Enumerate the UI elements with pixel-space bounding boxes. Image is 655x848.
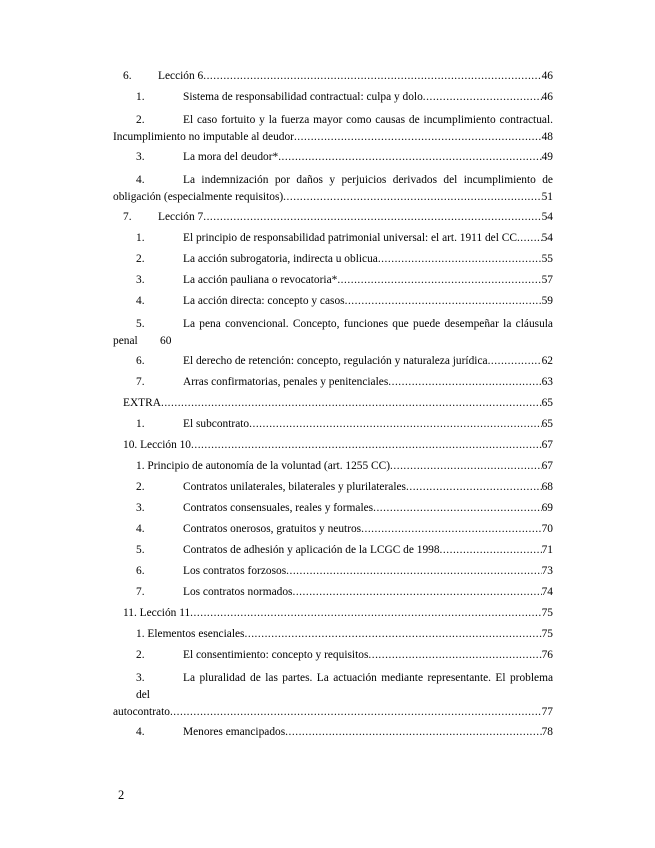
dot-leader (423, 91, 542, 103)
toc-entry-title: Menores emancipados (183, 726, 286, 738)
toc-entry-title-continued: Incumplimiento no imputable al deudor (113, 131, 294, 143)
toc-entry (113, 376, 553, 397)
toc-entry-title: Los contratos normados (183, 586, 293, 598)
toc-entry-title-continued: penal (113, 335, 138, 347)
dot-leader (249, 418, 541, 430)
toc-entry-page: 54 (541, 211, 553, 223)
toc-entry-first-line (113, 112, 553, 129)
dot-leader (283, 189, 541, 206)
dot-leader (373, 502, 542, 514)
dot-leader (170, 704, 542, 721)
dot-leader (440, 544, 542, 556)
toc-entry-title: La pluralidad de las partes. La actuación mediante representante. El problema del (136, 672, 553, 701)
toc-entry-title: Contratos onerosos, gratuitos y neutros (183, 523, 362, 535)
toc-entry-page: 62 (541, 355, 553, 367)
dot-leader (294, 129, 542, 146)
toc-entry-title: La acción pauliana o revocatoria* (183, 274, 338, 286)
toc-entry (113, 726, 553, 747)
dot-leader (345, 295, 542, 307)
toc-entry-page: 46 (541, 70, 553, 82)
toc-entry (113, 91, 553, 112)
toc-entry-page: 77 (541, 706, 553, 718)
toc-entry-title: 1. Elementos esenciales (136, 628, 245, 640)
toc-entry-title: 11. Lección 11 (123, 607, 191, 619)
dot-leader (368, 649, 541, 661)
toc-entry-title: El consentimiento: concepto y requisitos (183, 649, 369, 661)
toc-entry-page: 65 (541, 397, 553, 409)
toc-entry-number: 7. (123, 211, 132, 223)
toc-entry-number: 7. (136, 376, 145, 388)
dot-leader (361, 523, 541, 535)
toc-entry (113, 544, 553, 565)
dot-leader (390, 460, 542, 472)
toc-entry-title: Contratos de adhesión y aplicación de la LCGC de 1998 (183, 544, 440, 556)
toc-entry-title: Contratos unilaterales, bilaterales y plurilaterales (183, 481, 406, 493)
toc-entry-title: El caso fortuito y la fuerza mayor como causas de incumplimiento contractual. (183, 114, 553, 126)
toc-entry-number: 4. (136, 726, 145, 738)
toc-entry-page: 67 (541, 439, 553, 451)
toc-entry-title: La mora del deudor* (183, 151, 279, 163)
toc-entry-title: El subcontrato (183, 418, 250, 430)
toc-entry-title: El derecho de retención: concepto, regulación y naturaleza jurídica (183, 355, 488, 367)
toc-entry (113, 460, 553, 481)
toc-entry-title: Sistema de responsabilidad contractual: culpa y dolo (183, 91, 423, 103)
toc-entry-page: 60 (160, 335, 172, 347)
toc-entry-number: 3. (136, 672, 145, 684)
toc-entry (113, 607, 553, 628)
dot-leader (285, 726, 541, 738)
toc-entry-page: 73 (541, 565, 553, 577)
toc-entry-second-line (113, 704, 553, 721)
toc-entry-first-line (113, 316, 553, 333)
toc-entry (113, 355, 553, 376)
toc-entry-page: 49 (541, 151, 553, 163)
dot-leader (190, 607, 541, 619)
toc-entry-number: 5. (136, 544, 145, 556)
dot-leader (337, 274, 541, 286)
toc-entry-number: 3. (136, 502, 145, 514)
toc-entry-page: 55 (541, 253, 553, 265)
toc-entry-page: 63 (541, 376, 553, 388)
toc-entry (113, 151, 553, 172)
toc-entry-number: 2. (136, 481, 145, 493)
dot-leader (406, 481, 542, 493)
toc-entry-title: 1. Principio de autonomía de la voluntad (art. 1255 CC) (136, 460, 391, 472)
dot-leader (278, 151, 541, 163)
toc-entry-page: 75 (541, 628, 553, 640)
toc-entry-second-line (113, 333, 553, 350)
toc-entry (113, 586, 553, 607)
toc-entry (113, 439, 553, 460)
toc-entry-second-line (113, 189, 553, 206)
toc-entry-number: 3. (136, 274, 145, 286)
toc-entry-page: 75 (541, 607, 553, 619)
toc-entry-title: La acción subrogatoria, indirecta u oblicua (183, 253, 378, 265)
toc-entry-number: 6. (136, 565, 145, 577)
toc-entry-page: 59 (541, 295, 553, 307)
toc-entry-page: 57 (541, 274, 553, 286)
toc-entry (113, 649, 553, 670)
toc-entry-page: 46 (541, 91, 553, 103)
toc-entry-page: 67 (541, 460, 553, 472)
toc-entry (113, 70, 553, 91)
toc-entry-first-line (113, 670, 553, 704)
toc-entry-page: 68 (541, 481, 553, 493)
toc-entry-title: Contratos consensuales, reales y formales (183, 502, 374, 514)
toc-entry-number: 6. (136, 355, 145, 367)
toc-entry-page: 69 (541, 502, 553, 514)
toc-entry (113, 211, 553, 232)
toc-entry-page: 78 (541, 726, 553, 738)
dot-leader (161, 397, 542, 409)
dot-leader (203, 70, 541, 82)
toc-entry (113, 397, 553, 418)
toc-entry (113, 481, 553, 502)
toc-entry (113, 628, 553, 649)
toc-entry-number: 2. (136, 253, 145, 265)
toc-entry-title: La indemnización por daños y perjuicios derivados del incumplimiento de (183, 174, 553, 186)
toc-entry-title: Lección 7 (158, 211, 204, 223)
toc-entry (113, 232, 553, 253)
dot-leader (191, 439, 542, 451)
toc-entry-title: 10. Lección 10 (123, 439, 192, 451)
table-of-contents (113, 70, 553, 747)
dot-leader (517, 232, 542, 244)
toc-entry-number: 7. (136, 586, 145, 598)
toc-entry-title-continued: autocontrato (113, 706, 170, 718)
toc-entry (113, 418, 553, 439)
page-number: 2 (118, 788, 125, 802)
dot-leader (203, 211, 541, 223)
toc-entry-number: 4. (136, 174, 145, 186)
toc-entry (113, 670, 553, 721)
toc-entry-page: 65 (541, 418, 553, 430)
toc-entry (113, 565, 553, 586)
dot-leader (245, 628, 542, 640)
toc-entry (113, 295, 553, 316)
toc-entry (113, 274, 553, 295)
toc-entry-number: 1. (136, 418, 145, 430)
toc-entry-title: La acción directa: concepto y casos (183, 295, 345, 307)
toc-entry-number: 4. (136, 523, 145, 535)
toc-entry-page: 70 (541, 523, 553, 535)
toc-entry (113, 316, 553, 350)
dot-leader (488, 355, 542, 367)
toc-entry-title: El principio de responsabilidad patrimonial universal: el art. 1911 del CC (183, 232, 517, 244)
toc-entry-page: 74 (541, 586, 553, 598)
toc-entry-title: Arras confirmatorias, penales y penitenciales (183, 376, 389, 388)
toc-entry-first-line (113, 172, 553, 189)
toc-entry-page: 76 (541, 649, 553, 661)
toc-entry-number: 4. (136, 295, 145, 307)
toc-entry (113, 523, 553, 544)
toc-entry-number: 6. (123, 70, 132, 82)
dot-leader (292, 586, 541, 598)
dot-leader (378, 253, 542, 265)
dot-leader (286, 565, 541, 577)
toc-entry-number: 1. (136, 232, 145, 244)
toc-entry-page: 48 (541, 131, 553, 143)
toc-entry-title: EXTRA (123, 397, 161, 409)
toc-entry (113, 112, 553, 146)
toc-entry-title-continued: obligación (especialmente requisitos) (113, 191, 284, 203)
toc-entry-page: 71 (541, 544, 553, 556)
toc-entry (113, 172, 553, 206)
toc-entry-page: 54 (541, 232, 553, 244)
toc-entry-number: 1. (136, 91, 145, 103)
toc-entry-number: 2. (136, 649, 145, 661)
toc-entry-second-line (113, 129, 553, 146)
toc-entry-title: Los contratos forzosos (183, 565, 287, 577)
toc-entry-title: La pena convencional. Concepto, funciones que puede desempeñar la cláusula (183, 318, 553, 330)
toc-entry-title: Lección 6 (158, 70, 204, 82)
toc-entry (113, 502, 553, 523)
toc-entry-number: 5. (136, 318, 145, 330)
toc-entry (113, 253, 553, 274)
toc-entry-number: 2. (136, 114, 145, 126)
dot-leader (388, 376, 541, 388)
toc-entry-page: 51 (541, 191, 553, 203)
toc-entry-number: 3. (136, 151, 145, 163)
